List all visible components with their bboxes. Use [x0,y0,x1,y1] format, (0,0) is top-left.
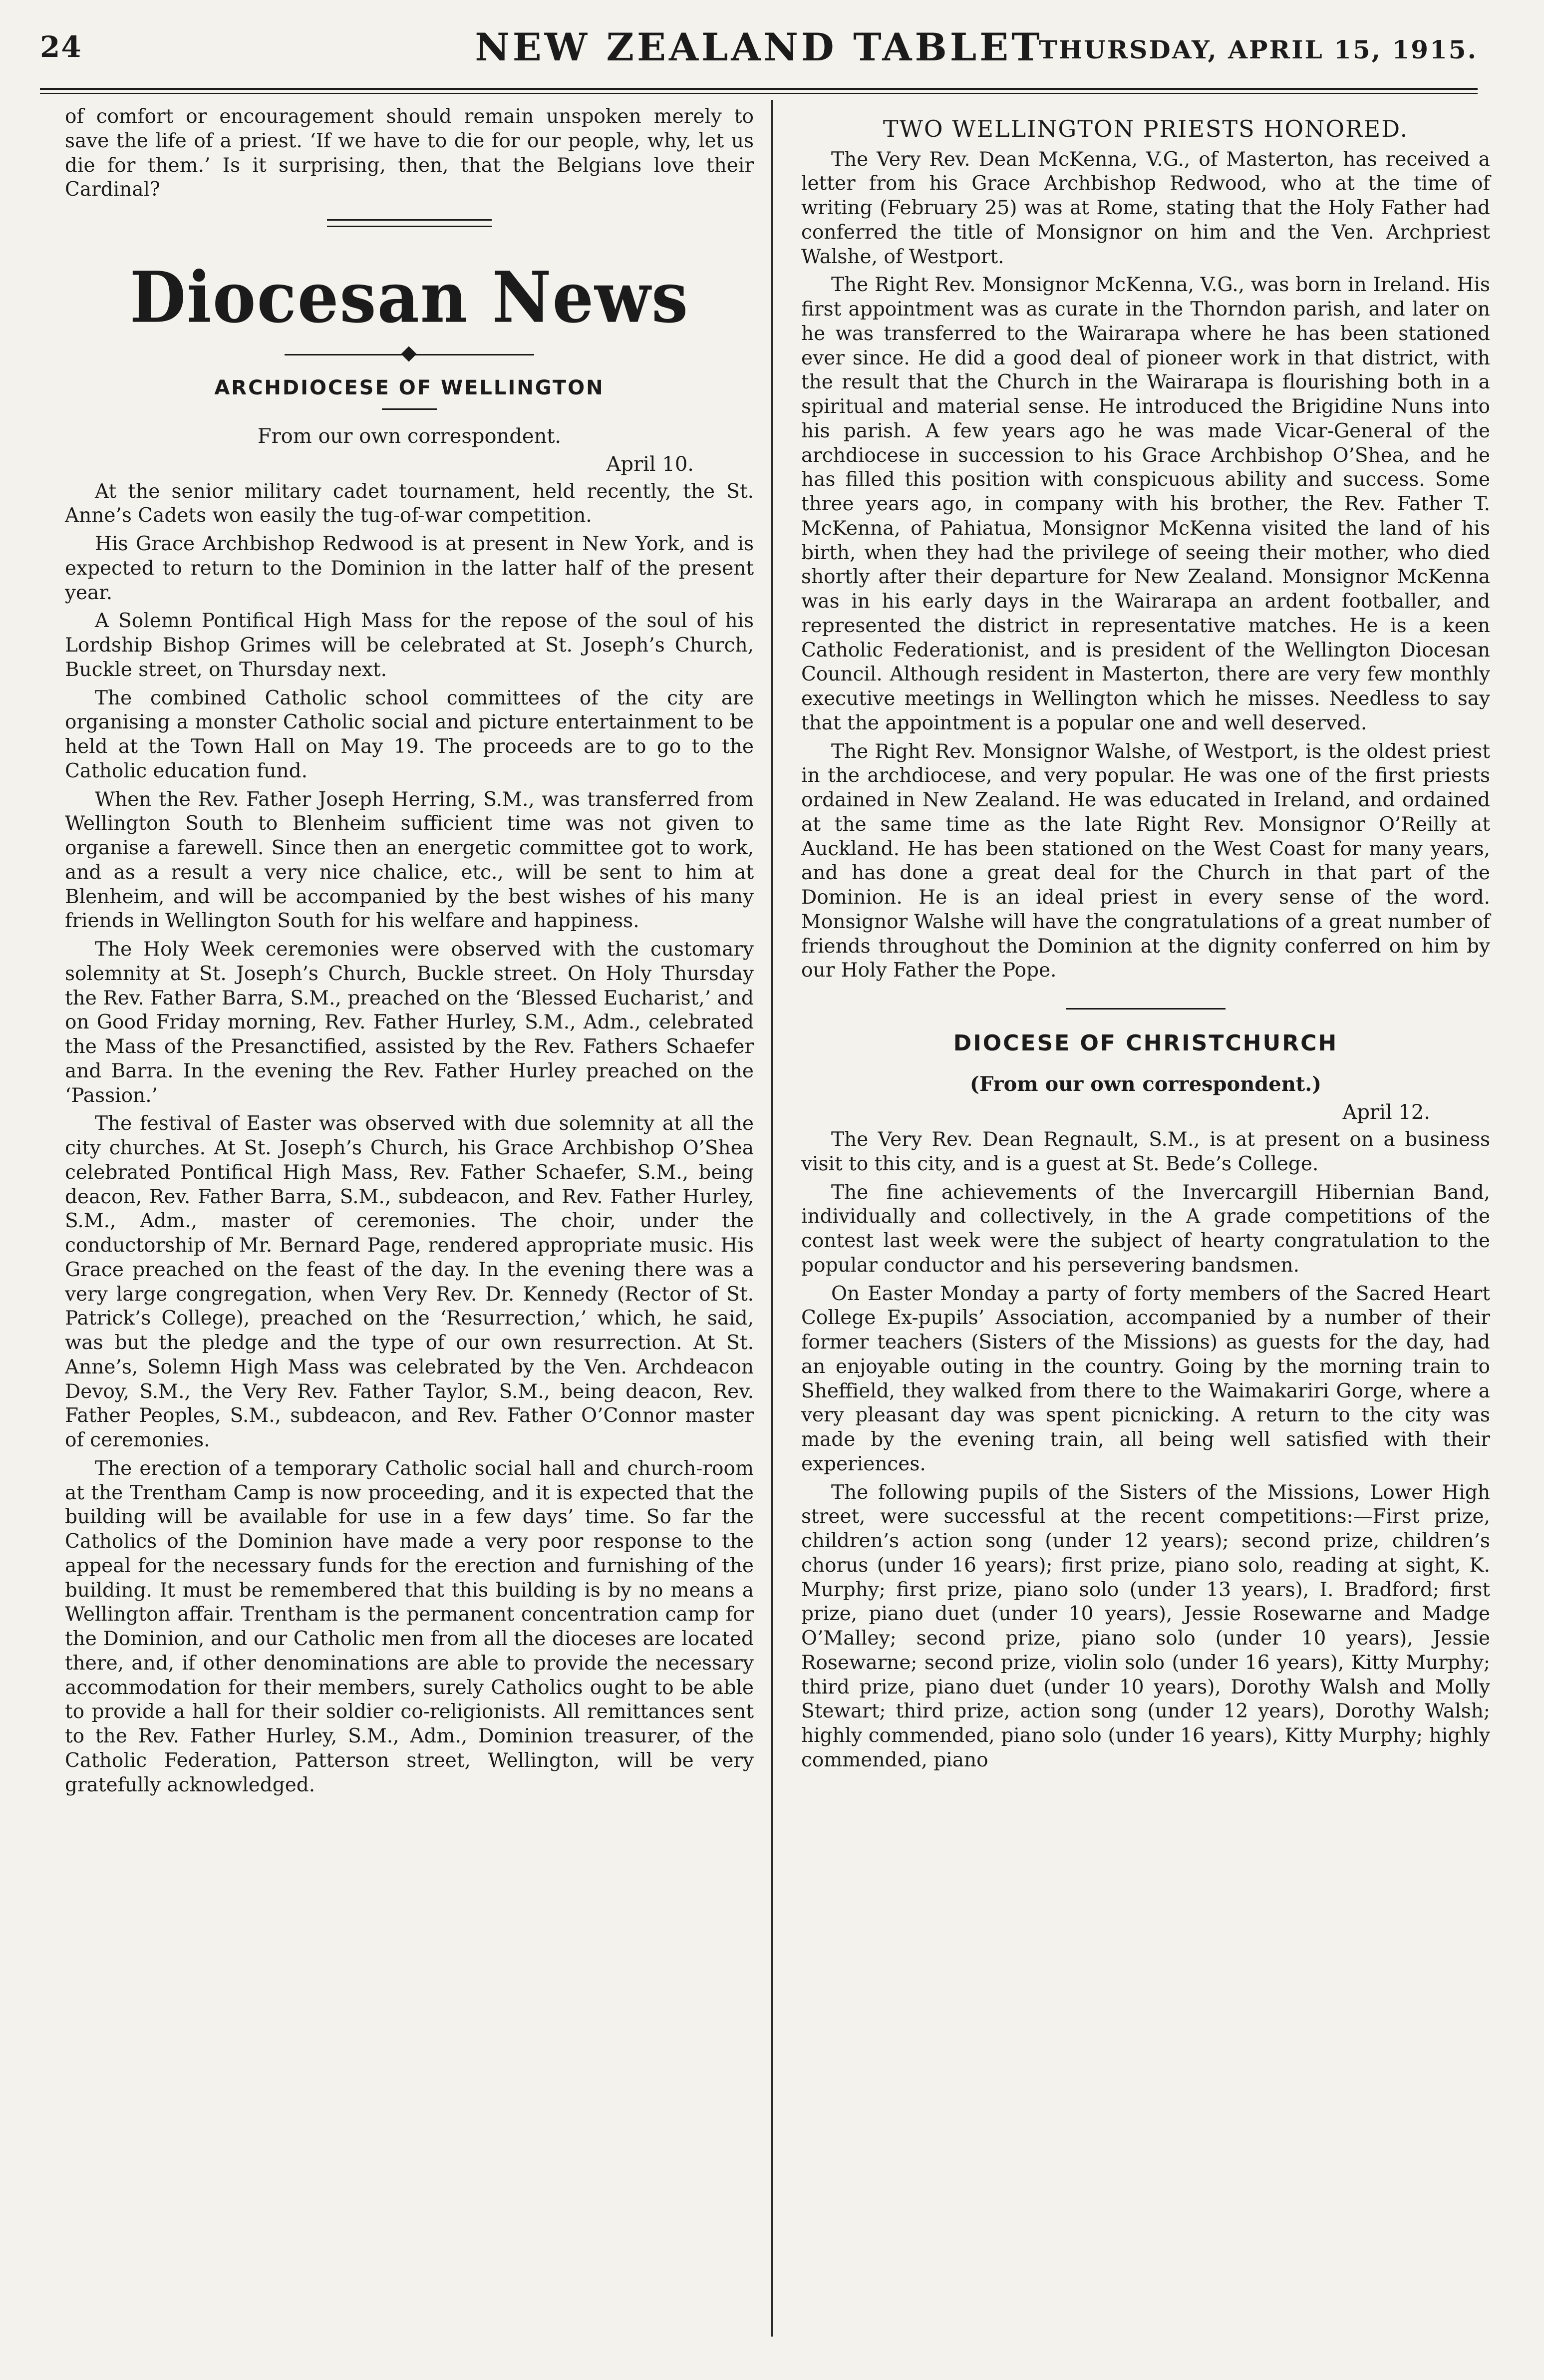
page-number: 24 [40,30,82,64]
header-rule-thick [40,88,1478,90]
intro-paragraph: of comfort or encouragement should remain unspoken merely to save the life of a priest. ‘If we have to die for our people, why, let us die for them.’ Is it surprising, then, that the Belgians love their Cardinal? [65,105,754,201]
article-paragraph: The Right Rev. Monsignor McKenna, V.G., was born in Ireland. His first appointment was as curate in the Thorndon parish, and later on he was transferred to the Wairarapa where he has been stationed ever since. He did a good deal of pioneer work in that district, with the result that the Church in the Wairarapa is flourishing both in a spiritual and material sense. He introduced the Brigidine Nuns into his parish. A few years ago he was made Vicar-General of the archdiocese in succession to his Grace Archbishop O’Shea, and he has filled this position with conspicuous ability and success. Some three years ago, in company with his brother, the Rev. Father T. McKenna, of Pahiatua, Monsignor McKenna visited the land of his birth, when they had the privilege of seeing their mother, who died shortly after their departure for New Zealand. Monsignor McKenna was in his early days in the Wairarapa an ardent footballer, and represented the district in representative matches. He is a keen Catholic Federationist, and is president of the Wellington Diocesan Council. Although resident in Masterton, there are very few monthly executive meetings in Wellington which he misses. Needless to say that the appointment is a popular one and well deserved. [801,274,1490,734]
article-paragraph: The festival of Easter was observed with due solemnity at all the city churches. At St. Joseph’s Church, his Grace Archbishop O’Shea celebrated Pontifical High Mass, Rev. Father Schaefer, S.M., being deacon, Rev. Father Barra, S.M., subdeacon, and Rev. Father Hurley, S.M., Adm., master of ceremonies. The choir, under the conductorship of Mr. Bernard Page, rendered appropriate music. His Grace preached on the feast of the day. In the evening there was a very large congregation, when Very Rev. Dr. Kennedy (Rector of St. Patrick’s College), preached on the ‘Resurrection,’ which, he said, was but the pledge and the type of our own resurrection. At St. Anne’s, Solemn High Mass was celebrated by the Ven. Archdeacon Devoy, S.M., the Very Rev. Father Taylor, S.M., being deacon, Rev. Father Peoples, S.M., subdeacon, and Rev. Father O’Connor master of ceremonies. [65,1112,754,1451]
article-paragraph: The Right Rev. Monsignor Walshe, of Westport, is the oldest priest in the archdiocese, and very popular. He was one of the first priests ordained in New Zealand. He was educated in Ireland, and ordained at the same time as the late Right Rev. Monsignor O’Reilly at Auckland. He has been stationed on the West Coast for many years, and has done a great deal for the Church in that part of the Dominion. He is an ideal priest in every sense of the word. Monsignor Walshe will have the congratulations of a great number of friends throughout the Dominion at the dignity conferred on him by our Holy Father the Pope. [801,740,1490,982]
article-paragraph: The Very Rev. Dean Regnault, S.M., is at present on a business visit to this city, and is a guest at St. Bede’s College. [801,1128,1490,1175]
article-paragraph: At the senior military cadet tournament, held recently, the St. Anne’s Cadets won easily the tug-of-war competition. [65,480,754,527]
article-paragraph: On Easter Monday a party of forty members of the Sacred Heart College Ex-pupils’ Association, accompanied by a number of their former teachers (Sisters of the Missions) as guests for the day, had an enjoyable outing in the country. Going by the morning train to Sheffield, they walked from there to the Waimakariri Gorge, where a very pleasant day was spent picnicking. A return to the city was made by the evening train, all being well satisfied with their experiences. [801,1282,1490,1475]
article-paragraph: The Holy Week ceremonies were observed with the customary solemnity at St. Joseph’s Church, Buckle street. On Holy Thursday the Rev. Father Barra, S.M., preached on the ‘Blessed Eucharist,’ and on Good Friday morning, Rev. Father Hurley, S.M., Adm., celebrated the Mass of the Presanctified, assisted by the Rev. Fathers Schaefer and Barra. In the evening the Rev. Father Hurley preached on the ‘Passion.’ [65,938,754,1107]
header-rule-thin [40,93,1478,94]
article-paragraph: The Very Rev. Dean McKenna, V.G., of Masterton, has received a letter from his Grace Archbishop Redwood, who at the time of writing (February 25) was at Rome, stating that the Holy Father had conferred the title of Monsignor on him and the Ven. Archpriest Walshe, of Westport. [801,148,1490,268]
article-paragraph: The following pupils of the Sisters of the Missions, Lower High street, were successful at the recent competitions:—First prize, children’s action song (under 12 years); second prize, children’s chorus (under 16 years); first prize, piano solo, reading at sight, K. Murphy; first prize, piano solo (under 13 years), I. Bradford; first prize, piano duet (under 10 years), Jessie Rosewarne and Madge O’Malley; second prize, piano solo (under 10 years), Jessie Rosewarne; second prize, violin solo (under 16 years), Kitty Murphy; third prize, piano duet (under 10 years), Dorothy Walsh and Molly Stewart; third prize, action song (under 12 years), Dorothy Walsh; highly commended, piano solo (under 16 years), Kitty Murphy; highly commended, piano [801,1481,1490,1771]
section-rule [327,219,492,227]
column-divider [771,100,773,2337]
byline: From our own correspondent. [257,424,562,448]
archdiocese-heading: ARCHDIOCESE OF WELLINGTON [214,376,605,399]
article-separator [1066,1008,1226,1010]
right-column [801,105,1490,1777]
article-paragraph: His Grace Archbishop Redwood is at present in New York, and is expected to return to the Dominion in the latter half of the present year. [65,533,754,604]
article-paragraph: The erection of a temporary Catholic social hall and church-room at the Trentham Camp is now proceeding, and it is expected that the building will be available for use in a few days’ time. So far the Catholics of the Dominion have made a very poor response to the appeal for the necessary funds for the erection and furnishing of the building. It must be remembered that this building is by no means a Wellington affair. Trentham is the permanent concentration camp for the Dominion, and our Catholic men from all the dioceses are located there, and, if other denominations are able to provide the necessary accommodation for their members, surely Catholics ought to be able to provide a hall for their soldier co-religionists. All remittances sent to the Rev. Father Hurley, S.M., Adm., Dominion treasurer, of the Catholic Federation, Patterson street, Wellington, will be very gratefully acknowledged. [65,1457,754,1796]
left-column [65,105,754,1801]
diocesan-news-title: Diocesan News [129,256,689,339]
priests-honored-heading: TWO WELLINGTON PRIESTS HONORED. [883,115,1409,142]
dateline: April 10. [606,452,694,476]
christchurch-heading: DIOCESE OF CHRISTCHURCH [953,1030,1338,1056]
page-header [40,20,1478,85]
article-paragraph: The combined Catholic school committees of the city are organising a monster Catholic social and picture entertainment to be held at the Town Hall on May 19. The proceeds are to go to the Catholic education fund. [65,686,754,782]
article-paragraph: A Solemn Pontifical High Mass for the repose of the soul of his Lordship Bishop Grimes will be celebrated at St. Joseph’s Church, Buckle street, on Thursday next. [65,610,754,681]
masthead: NEW ZEALAND TABLET [475,25,1043,69]
diamond-rule [285,348,534,360]
byline: (From our own correspondent.) [969,1072,1322,1096]
issue-date: THURSDAY, APRIL 15, 1915. [1038,35,1478,64]
dateline: April 12. [1342,1101,1430,1124]
article-paragraph: When the Rev. Father Joseph Herring, S.M., was transferred from Wellington South to Blenheim sufficient time was not given to organise a farewell. Since then an energetic committee got to work, and as a result a very nice chalice, etc., will be sent to him at Blenheim, and will be accompanied by the best wishes of his many friends in Wellington South for his welfare and happiness. [65,788,754,933]
article-paragraph: The fine achievements of the Invercargill Hibernian Band, individually and collectively, in the A grade competitions of the contest last week were the subject of hearty congratulation to the popular conductor and his persevering bandsmen. [801,1181,1490,1277]
short-rule [382,408,437,410]
